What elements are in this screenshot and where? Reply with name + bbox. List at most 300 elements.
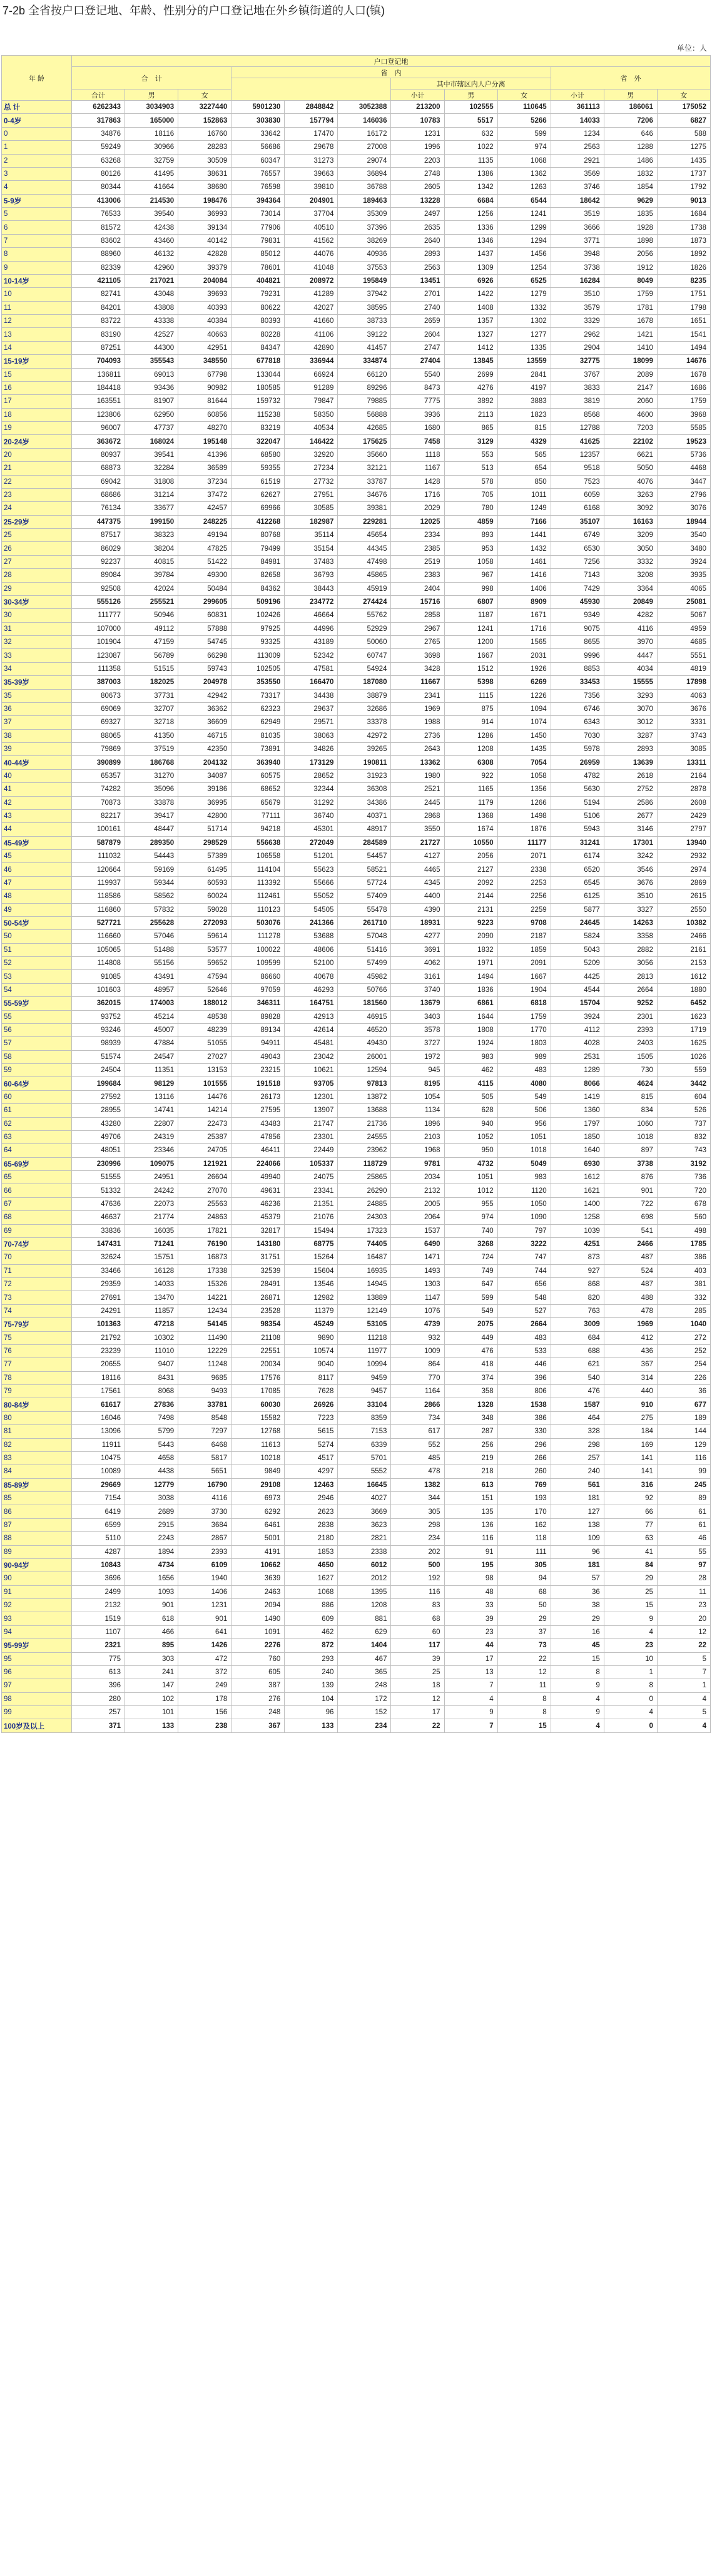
table-row bbox=[2, 448, 711, 461]
value-cell: 1859 bbox=[497, 943, 551, 956]
table-row bbox=[2, 1264, 711, 1277]
header-out-male: 男 bbox=[604, 89, 657, 101]
value-cell: 7628 bbox=[285, 1385, 338, 1398]
table-row bbox=[2, 1037, 711, 1050]
age-cell: 17 bbox=[2, 395, 72, 408]
value-cell: 298529 bbox=[178, 836, 231, 849]
value-cell: 37396 bbox=[338, 221, 391, 234]
value-cell: 45919 bbox=[338, 582, 391, 595]
value-cell: 466 bbox=[125, 1625, 178, 1638]
value-cell: 3676 bbox=[657, 702, 710, 715]
value-cell: 7154 bbox=[72, 1492, 125, 1505]
value-cell: 49940 bbox=[231, 1171, 285, 1184]
value-cell: 956 bbox=[497, 1117, 551, 1130]
value-cell: 1850 bbox=[551, 1130, 604, 1143]
value-cell: 1167 bbox=[391, 462, 444, 475]
value-cell: 76533 bbox=[72, 208, 125, 221]
value-cell: 1759 bbox=[497, 1010, 551, 1023]
age-cell: 87 bbox=[2, 1518, 72, 1531]
value-cell: 59249 bbox=[72, 141, 125, 154]
value-cell: 18099 bbox=[604, 355, 657, 368]
value-cell: 4782 bbox=[551, 769, 604, 782]
value-cell: 2203 bbox=[391, 154, 444, 167]
value-cell: 48 bbox=[444, 1585, 497, 1598]
value-cell: 2736 bbox=[391, 729, 444, 742]
value-cell: 56789 bbox=[125, 649, 178, 662]
age-cell: 50 bbox=[2, 930, 72, 943]
age-cell: 73 bbox=[2, 1291, 72, 1304]
value-cell: 27951 bbox=[285, 488, 338, 501]
value-cell: 12788 bbox=[551, 422, 604, 435]
value-cell: 3268 bbox=[444, 1237, 497, 1250]
value-cell: 45301 bbox=[285, 823, 338, 836]
value-cell: 4819 bbox=[657, 662, 710, 675]
value-cell: 27234 bbox=[285, 462, 338, 475]
value-cell: 12779 bbox=[125, 1478, 178, 1491]
value-cell: 698 bbox=[604, 1211, 657, 1224]
value-cell: 1256 bbox=[444, 208, 497, 221]
value-cell: 2089 bbox=[604, 368, 657, 381]
value-cell: 51416 bbox=[338, 943, 391, 956]
value-cell: 17338 bbox=[178, 1264, 231, 1277]
value-cell: 1823 bbox=[497, 408, 551, 421]
value-cell: 204084 bbox=[178, 274, 231, 287]
value-cell: 285 bbox=[657, 1304, 710, 1317]
value-cell: 3480 bbox=[657, 542, 710, 555]
value-cell: 23 bbox=[604, 1639, 657, 1652]
value-cell: 901 bbox=[604, 1184, 657, 1197]
value-cell: 344 bbox=[391, 1492, 444, 1505]
value-cell: 11010 bbox=[125, 1344, 178, 1357]
value-cell: 1342 bbox=[444, 181, 497, 194]
value-cell: 18642 bbox=[551, 194, 604, 207]
age-cell: 28 bbox=[2, 569, 72, 582]
age-cell: 10-14岁 bbox=[2, 274, 72, 287]
value-cell: 100022 bbox=[231, 943, 285, 956]
value-cell: 1498 bbox=[497, 809, 551, 822]
value-cell: 1234 bbox=[551, 127, 604, 140]
value-cell: 22 bbox=[657, 1639, 710, 1652]
value-cell: 44076 bbox=[285, 248, 338, 261]
age-cell: 23 bbox=[2, 488, 72, 501]
value-cell: 983 bbox=[497, 1171, 551, 1184]
value-cell: 5736 bbox=[657, 448, 710, 461]
value-cell: 6545 bbox=[551, 876, 604, 889]
value-cell: 102505 bbox=[231, 662, 285, 675]
value-cell: 18116 bbox=[72, 1371, 125, 1384]
value-cell: 1716 bbox=[391, 488, 444, 501]
value-cell: 1437 bbox=[444, 248, 497, 261]
value-cell: 2974 bbox=[657, 863, 710, 876]
value-cell: 202 bbox=[391, 1545, 444, 1558]
value-cell: 1288 bbox=[604, 141, 657, 154]
table-row bbox=[2, 783, 711, 796]
value-cell: 13451 bbox=[391, 274, 444, 287]
value-cell: 47581 bbox=[285, 662, 338, 675]
age-cell: 99 bbox=[2, 1706, 72, 1719]
value-cell: 9040 bbox=[285, 1358, 338, 1371]
value-cell: 868 bbox=[551, 1278, 604, 1291]
value-cell: 214530 bbox=[125, 194, 178, 207]
value-cell: 4063 bbox=[657, 689, 710, 702]
value-cell: 4277 bbox=[391, 930, 444, 943]
value-cell: 41495 bbox=[125, 167, 178, 180]
value-cell: 1406 bbox=[178, 1585, 231, 1598]
age-cell: 31 bbox=[2, 622, 72, 635]
value-cell: 509196 bbox=[231, 595, 285, 608]
value-cell: 3746 bbox=[551, 181, 604, 194]
table-row bbox=[2, 1652, 711, 1665]
table-row bbox=[2, 167, 711, 180]
value-cell: 730 bbox=[604, 1064, 657, 1077]
value-cell: 89 bbox=[657, 1492, 710, 1505]
value-cell: 69327 bbox=[72, 716, 125, 729]
value-cell: 49112 bbox=[125, 622, 178, 635]
value-cell: 478 bbox=[391, 1465, 444, 1478]
value-cell: 3332 bbox=[604, 555, 657, 568]
value-cell: 94911 bbox=[231, 1037, 285, 1050]
value-cell: 3540 bbox=[657, 529, 710, 542]
value-cell: 15 bbox=[551, 1652, 604, 1665]
header-out-sub: 小计 bbox=[551, 89, 604, 101]
value-cell: 734 bbox=[391, 1411, 444, 1424]
value-cell: 45214 bbox=[125, 1010, 178, 1023]
value-cell: 974 bbox=[497, 141, 551, 154]
value-cell: 9890 bbox=[285, 1331, 338, 1344]
value-cell: 6168 bbox=[551, 502, 604, 515]
value-cell: 1770 bbox=[497, 1023, 551, 1036]
value-cell: 39381 bbox=[338, 502, 391, 515]
value-cell: 16873 bbox=[178, 1251, 231, 1264]
age-cell: 80-84岁 bbox=[2, 1398, 72, 1411]
value-cell: 40142 bbox=[178, 234, 231, 247]
value-cell: 1249 bbox=[497, 502, 551, 515]
value-cell: 1332 bbox=[497, 301, 551, 314]
value-cell: 55623 bbox=[285, 863, 338, 876]
value-cell: 374 bbox=[444, 1371, 497, 1384]
value-cell: 15716 bbox=[391, 595, 444, 608]
value-cell: 57046 bbox=[125, 930, 178, 943]
value-cell: 123806 bbox=[72, 408, 125, 421]
value-cell: 55762 bbox=[338, 609, 391, 622]
header-reg-place: 户口登记地 bbox=[72, 56, 711, 67]
table-row bbox=[2, 689, 711, 702]
value-cell: 770 bbox=[391, 1371, 444, 1384]
value-cell: 1327 bbox=[444, 328, 497, 341]
value-cell: 1471 bbox=[391, 1251, 444, 1264]
value-cell: 6012 bbox=[338, 1558, 391, 1572]
value-cell: 254 bbox=[657, 1358, 710, 1371]
value-cell: 13688 bbox=[338, 1104, 391, 1117]
value-cell: 82741 bbox=[72, 288, 125, 301]
value-cell: 42614 bbox=[285, 1023, 338, 1036]
value-cell: 116 bbox=[391, 1585, 444, 1598]
value-cell: 54145 bbox=[178, 1318, 231, 1331]
value-cell: 45654 bbox=[338, 529, 391, 542]
value-cell: 1971 bbox=[444, 957, 497, 970]
value-cell: 17898 bbox=[657, 676, 710, 689]
table-row bbox=[2, 181, 711, 194]
value-cell: 467 bbox=[338, 1652, 391, 1665]
value-cell: 1719 bbox=[657, 1023, 710, 1036]
value-cell: 102555 bbox=[444, 101, 497, 114]
value-cell: 16 bbox=[551, 1625, 604, 1638]
value-cell: 36 bbox=[551, 1585, 604, 1598]
value-cell: 89296 bbox=[338, 381, 391, 394]
value-cell: 2867 bbox=[178, 1532, 231, 1545]
value-cell: 60030 bbox=[231, 1398, 285, 1411]
value-cell: 815 bbox=[604, 1090, 657, 1103]
value-cell: 1587 bbox=[551, 1398, 604, 1411]
value-cell: 953 bbox=[444, 542, 497, 555]
value-cell: 2821 bbox=[338, 1532, 391, 1545]
value-cell: 157794 bbox=[285, 114, 338, 127]
table-row bbox=[2, 475, 711, 488]
table-row bbox=[2, 836, 711, 849]
value-cell: 165000 bbox=[125, 114, 178, 127]
age-cell: 1 bbox=[2, 141, 72, 154]
value-cell: 13907 bbox=[285, 1104, 338, 1117]
value-cell: 82658 bbox=[231, 569, 285, 582]
value-cell: 7256 bbox=[551, 555, 604, 568]
value-cell: 12025 bbox=[391, 515, 444, 528]
value-cell: 1625 bbox=[657, 1037, 710, 1050]
value-cell: 42438 bbox=[125, 221, 178, 234]
value-cell: 1426 bbox=[178, 1639, 231, 1652]
value-cell: 3447 bbox=[657, 475, 710, 488]
value-cell: 37519 bbox=[125, 743, 178, 756]
value-cell: 1486 bbox=[604, 154, 657, 167]
value-cell: 29 bbox=[551, 1612, 604, 1625]
value-cell: 42942 bbox=[178, 689, 231, 702]
value-cell: 21792 bbox=[72, 1331, 125, 1344]
value-cell: 261710 bbox=[338, 916, 391, 929]
table-row bbox=[2, 930, 711, 943]
table-row bbox=[2, 1398, 711, 1411]
value-cell: 1058 bbox=[444, 555, 497, 568]
value-cell: 548 bbox=[497, 1291, 551, 1304]
value-cell: 390899 bbox=[72, 756, 125, 769]
table-row bbox=[2, 1291, 711, 1304]
value-cell: 272093 bbox=[178, 916, 231, 929]
value-cell: 834 bbox=[604, 1104, 657, 1117]
value-cell: 14214 bbox=[178, 1104, 231, 1117]
value-cell: 151 bbox=[444, 1492, 497, 1505]
value-cell: 613 bbox=[444, 1478, 497, 1491]
table-row bbox=[2, 1371, 711, 1384]
table-row bbox=[2, 970, 711, 983]
value-cell: 13096 bbox=[72, 1425, 125, 1438]
value-cell: 7356 bbox=[551, 689, 604, 702]
value-cell: 14741 bbox=[125, 1104, 178, 1117]
value-cell: 50060 bbox=[338, 636, 391, 649]
value-cell: 9685 bbox=[178, 1371, 231, 1384]
table-row bbox=[2, 221, 711, 234]
value-cell: 588 bbox=[657, 127, 710, 140]
value-cell: 552 bbox=[391, 1438, 444, 1451]
value-cell: 5043 bbox=[551, 943, 604, 956]
age-cell: 43 bbox=[2, 809, 72, 822]
value-cell: 7054 bbox=[497, 756, 551, 769]
value-cell: 248 bbox=[338, 1679, 391, 1692]
value-cell: 13311 bbox=[657, 756, 710, 769]
value-cell: 33642 bbox=[231, 127, 285, 140]
value-cell: 77111 bbox=[231, 809, 285, 822]
value-cell: 1854 bbox=[604, 181, 657, 194]
age-cell: 62 bbox=[2, 1117, 72, 1130]
value-cell: 1279 bbox=[497, 288, 551, 301]
value-cell: 6973 bbox=[231, 1492, 285, 1505]
value-cell: 1912 bbox=[604, 261, 657, 274]
value-cell: 170 bbox=[497, 1505, 551, 1518]
value-cell: 2056 bbox=[444, 850, 497, 863]
value-cell: 43189 bbox=[285, 636, 338, 649]
value-cell: 115238 bbox=[231, 408, 285, 421]
value-cell: 193 bbox=[497, 1492, 551, 1505]
value-cell: 24303 bbox=[338, 1211, 391, 1224]
value-cell: 5049 bbox=[497, 1157, 551, 1170]
value-cell: 38680 bbox=[178, 181, 231, 194]
value-cell: 35107 bbox=[551, 515, 604, 528]
value-cell: 55478 bbox=[338, 903, 391, 916]
age-cell: 70-74岁 bbox=[2, 1237, 72, 1250]
value-cell: 1798 bbox=[657, 301, 710, 314]
value-cell: 1 bbox=[604, 1665, 657, 1679]
value-cell: 38323 bbox=[125, 529, 178, 542]
value-cell: 5001 bbox=[231, 1532, 285, 1545]
value-cell: 3579 bbox=[551, 301, 604, 314]
value-cell: 38631 bbox=[178, 167, 231, 180]
value-cell: 32759 bbox=[125, 154, 178, 167]
value-cell: 483 bbox=[497, 1331, 551, 1344]
value-cell: 50946 bbox=[125, 609, 178, 622]
value-cell: 9013 bbox=[657, 194, 710, 207]
value-cell: 6861 bbox=[444, 997, 497, 1010]
value-cell: 111278 bbox=[231, 930, 285, 943]
value-cell: 1040 bbox=[657, 1318, 710, 1331]
value-cell: 476 bbox=[551, 1385, 604, 1398]
value-cell: 16172 bbox=[338, 127, 391, 140]
value-cell: 5067 bbox=[657, 609, 710, 622]
value-cell: 136811 bbox=[72, 368, 125, 381]
value-cell: 22 bbox=[497, 1652, 551, 1665]
value-cell: 13 bbox=[444, 1665, 497, 1679]
value-cell: 111 bbox=[497, 1545, 551, 1558]
value-cell: 362015 bbox=[72, 997, 125, 1010]
value-cell: 39134 bbox=[178, 221, 231, 234]
header-in-city: 其中市辖区内人户分离 bbox=[391, 78, 551, 89]
value-cell: 3161 bbox=[391, 970, 444, 983]
value-cell: 1107 bbox=[72, 1625, 125, 1638]
value-cell: 1494 bbox=[444, 970, 497, 983]
value-cell: 1808 bbox=[444, 1023, 497, 1036]
value-cell: 192 bbox=[391, 1572, 444, 1585]
value-cell: 8117 bbox=[285, 1371, 338, 1384]
value-cell: 42972 bbox=[338, 729, 391, 742]
value-cell: 26959 bbox=[551, 756, 604, 769]
value-cell: 1179 bbox=[444, 796, 497, 809]
value-cell: 3129 bbox=[444, 435, 497, 448]
value-cell: 760 bbox=[231, 1652, 285, 1665]
value-cell: 110123 bbox=[231, 903, 285, 916]
value-cell: 3192 bbox=[657, 1157, 710, 1170]
value-cell: 104 bbox=[285, 1692, 338, 1705]
value-cell: 38879 bbox=[338, 689, 391, 702]
value-cell: 4959 bbox=[657, 622, 710, 635]
value-cell: 9996 bbox=[551, 649, 604, 662]
value-cell: 26604 bbox=[178, 1171, 231, 1184]
value-cell: 101363 bbox=[72, 1318, 125, 1331]
value-cell: 12434 bbox=[178, 1304, 231, 1317]
value-cell: 1299 bbox=[497, 221, 551, 234]
value-cell: 3358 bbox=[604, 930, 657, 943]
value-cell: 280 bbox=[72, 1692, 125, 1705]
value-cell: 11177 bbox=[497, 836, 551, 849]
value-cell: 46411 bbox=[231, 1144, 285, 1157]
value-cell: 2034 bbox=[391, 1171, 444, 1184]
value-cell: 1094 bbox=[497, 702, 551, 715]
value-cell: 1461 bbox=[497, 555, 551, 568]
value-cell: 96 bbox=[551, 1545, 604, 1558]
value-cell: 769 bbox=[497, 1478, 551, 1491]
value-cell: 1120 bbox=[497, 1184, 551, 1197]
table-row bbox=[2, 1451, 711, 1464]
value-cell: 79869 bbox=[72, 743, 125, 756]
value-cell: 3698 bbox=[391, 649, 444, 662]
value-cell: 462 bbox=[285, 1625, 338, 1638]
age-cell: 69 bbox=[2, 1224, 72, 1237]
value-cell: 25563 bbox=[178, 1197, 231, 1210]
value-cell: 2256 bbox=[497, 890, 551, 903]
value-cell: 1490 bbox=[231, 1612, 285, 1625]
value-cell: 83602 bbox=[72, 234, 125, 247]
age-cell: 38 bbox=[2, 729, 72, 742]
value-cell: 88065 bbox=[72, 729, 125, 742]
value-cell: 820 bbox=[551, 1291, 604, 1304]
value-cell: 118586 bbox=[72, 890, 125, 903]
value-cell: 26871 bbox=[231, 1291, 285, 1304]
value-cell: 387 bbox=[231, 1679, 285, 1692]
value-cell: 3743 bbox=[657, 729, 710, 742]
value-cell: 559 bbox=[657, 1064, 710, 1077]
unit-label: 单位：人 bbox=[676, 44, 707, 53]
value-cell: 138 bbox=[551, 1518, 604, 1531]
value-cell: 14221 bbox=[178, 1291, 231, 1304]
value-cell: 136 bbox=[444, 1518, 497, 1531]
value-cell: 30509 bbox=[178, 154, 231, 167]
value-cell: 105337 bbox=[285, 1157, 338, 1170]
value-cell: 10475 bbox=[72, 1451, 125, 1464]
value-cell: 39541 bbox=[125, 448, 178, 461]
value-cell: 4 bbox=[444, 1692, 497, 1705]
value-cell: 549 bbox=[497, 1090, 551, 1103]
value-cell: 2064 bbox=[391, 1211, 444, 1224]
value-cell: 13153 bbox=[178, 1064, 231, 1077]
value-cell: 43048 bbox=[125, 288, 178, 301]
value-cell: 69013 bbox=[125, 368, 178, 381]
value-cell: 34386 bbox=[338, 796, 391, 809]
value-cell: 116660 bbox=[72, 930, 125, 943]
value-cell: 49300 bbox=[178, 569, 231, 582]
value-cell: 41660 bbox=[285, 315, 338, 328]
value-cell: 12229 bbox=[178, 1344, 231, 1357]
value-cell: 2383 bbox=[391, 569, 444, 582]
value-cell: 314 bbox=[604, 1371, 657, 1384]
value-cell: 485 bbox=[391, 1451, 444, 1464]
value-cell: 41350 bbox=[125, 729, 178, 742]
value-cell: 8066 bbox=[551, 1077, 604, 1090]
value-cell: 32344 bbox=[285, 783, 338, 796]
